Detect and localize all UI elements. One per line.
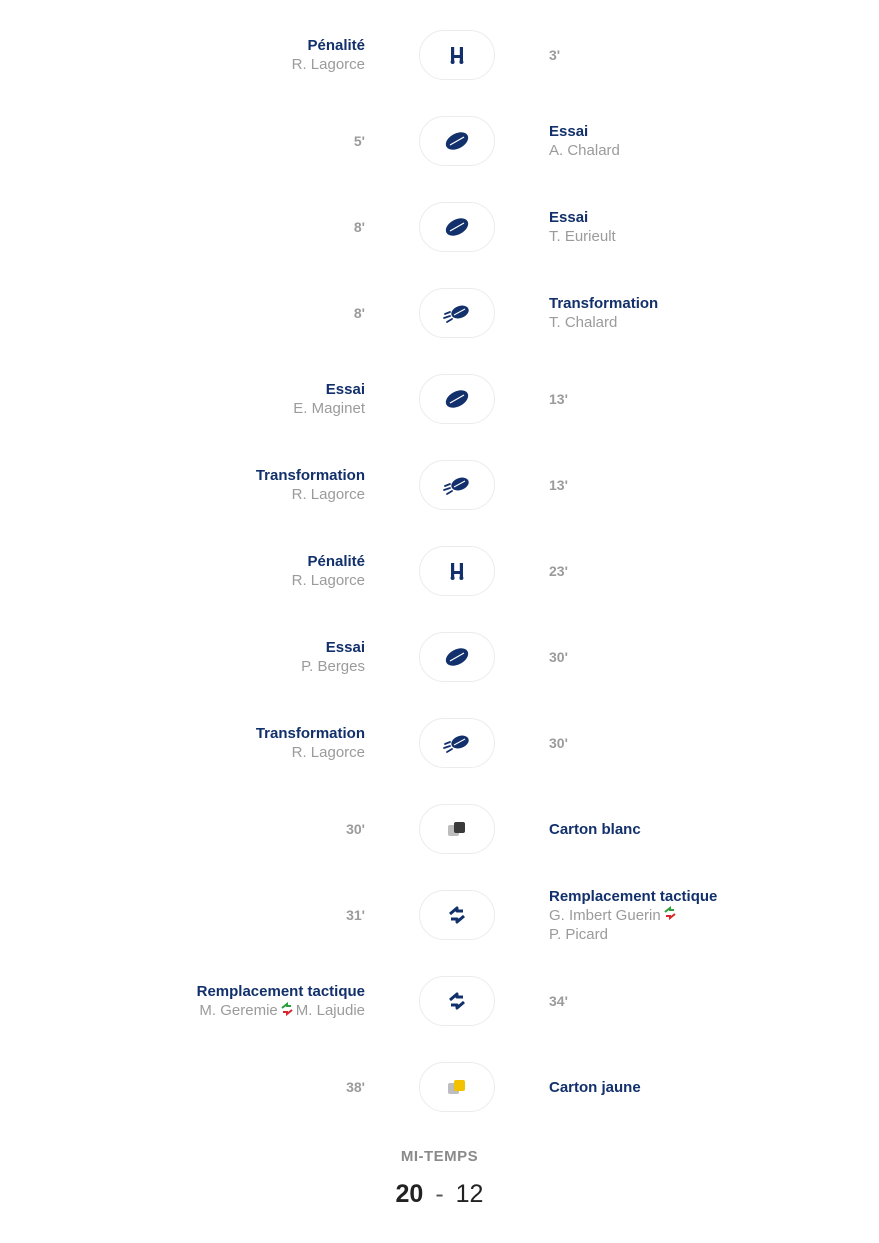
goalpost-icon <box>447 45 467 65</box>
substitution-icon <box>445 905 469 925</box>
event-icon-badge <box>419 288 495 338</box>
event-icon-badge <box>419 30 495 80</box>
event-icon-badge <box>419 116 495 166</box>
event-title: Pénalité <box>307 37 365 54</box>
home-score: 20 <box>395 1180 424 1208</box>
timeline-event <box>0 1062 879 1126</box>
event-icon-badge <box>419 546 495 596</box>
score-separator: - <box>435 1180 444 1208</box>
substitution-player-in-line <box>549 925 717 944</box>
kicked-ball-icon <box>442 474 472 496</box>
timeline-event <box>0 887 879 954</box>
event-icon-badge <box>419 1062 495 1112</box>
swap-arrows-icon <box>663 906 677 925</box>
event-minute: 3' <box>549 46 561 63</box>
goalpost-icon <box>447 561 467 581</box>
event-details <box>292 552 365 590</box>
event-minute: 5' <box>353 132 365 149</box>
event-icon-badge <box>419 976 495 1026</box>
event-details <box>293 380 365 418</box>
player-out: G. Imbert Guerin <box>549 906 661 924</box>
timeline-event <box>0 546 879 610</box>
event-details <box>549 122 620 160</box>
event-icon-badge <box>419 374 495 424</box>
away-score: 12 <box>455 1180 484 1208</box>
rugby-ball-icon <box>442 130 472 152</box>
timeline-event <box>0 632 879 696</box>
event-title: Essai <box>549 209 589 226</box>
event-title: Remplacement tactique <box>196 983 365 1000</box>
substitution-icon <box>445 991 469 1011</box>
event-minute: 8' <box>353 218 365 235</box>
event-title: Transformation <box>255 467 365 484</box>
substitution-players <box>197 1001 365 1021</box>
event-minute: 34' <box>549 992 568 1009</box>
event-details <box>197 982 365 1021</box>
timeline-event <box>0 460 879 524</box>
event-icon-badge <box>419 632 495 682</box>
event-minute: 38' <box>346 1078 365 1095</box>
rugby-ball-icon <box>442 216 472 238</box>
timeline-event <box>0 976 879 1040</box>
halftime-score <box>0 1180 879 1209</box>
event-minute: 13' <box>549 476 568 493</box>
timeline-event <box>0 30 879 94</box>
event-details <box>549 208 616 246</box>
event-player: R. Lagorce <box>291 744 365 761</box>
event-player: P. Berges <box>301 658 365 675</box>
event-icon-badge <box>419 890 495 940</box>
swap-arrows-icon <box>280 1002 294 1021</box>
timeline-event <box>0 288 879 352</box>
event-details <box>549 887 717 945</box>
rugby-ball-icon <box>442 646 472 668</box>
event-icon-badge <box>419 718 495 768</box>
event-details <box>256 466 365 504</box>
yellow-card-icon <box>446 1078 468 1096</box>
event-title: Essai <box>325 639 365 656</box>
event-minute: 30' <box>549 648 568 665</box>
timeline-event <box>0 202 879 266</box>
event-player: T. Eurieult <box>549 228 616 245</box>
event-title: Carton jaune <box>549 1078 641 1096</box>
event-minute: 30' <box>549 734 568 751</box>
event-icon-badge <box>419 804 495 854</box>
rugby-ball-icon <box>442 388 472 410</box>
event-title: Transformation <box>255 725 365 742</box>
event-player: T. Chalard <box>549 314 618 331</box>
event-minute: 13' <box>549 390 568 407</box>
event-title: Transformation <box>549 295 659 312</box>
timeline-event <box>0 116 879 180</box>
event-player: R. Lagorce <box>291 572 365 589</box>
white-card-icon <box>446 820 468 838</box>
event-player: A. Chalard <box>549 142 620 159</box>
event-minute: 23' <box>549 562 568 579</box>
event-title: Essai <box>549 123 589 140</box>
event-title: Essai <box>325 381 365 398</box>
event-details <box>256 724 365 762</box>
event-minute: 30' <box>346 820 365 837</box>
event-icon-badge <box>419 202 495 252</box>
event-player: R. Lagorce <box>291 56 365 73</box>
event-title: Remplacement tactique <box>549 887 718 905</box>
player-in: P. Picard <box>549 926 608 944</box>
substitution-players <box>549 906 717 926</box>
event-minute: 31' <box>346 906 365 923</box>
event-minute: 8' <box>353 304 365 321</box>
kicked-ball-icon <box>442 732 472 754</box>
player-out: M. Geremie <box>199 1002 278 1019</box>
event-details <box>292 36 365 74</box>
event-player: E. Maginet <box>293 400 365 417</box>
event-title: Carton blanc <box>549 820 641 838</box>
timeline-event <box>0 374 879 438</box>
event-title: Pénalité <box>307 553 365 570</box>
event-details <box>301 638 365 676</box>
halftime-label: MI-TEMPS <box>400 1148 479 1165</box>
kicked-ball-icon <box>442 302 472 324</box>
event-icon-badge <box>419 460 495 510</box>
timeline-event <box>0 718 879 782</box>
player-in: M. Lajudie <box>295 1002 365 1019</box>
event-details <box>549 294 658 332</box>
event-details <box>549 1078 641 1097</box>
event-player: R. Lagorce <box>291 486 365 503</box>
timeline-event <box>0 804 879 868</box>
event-details <box>549 820 641 839</box>
